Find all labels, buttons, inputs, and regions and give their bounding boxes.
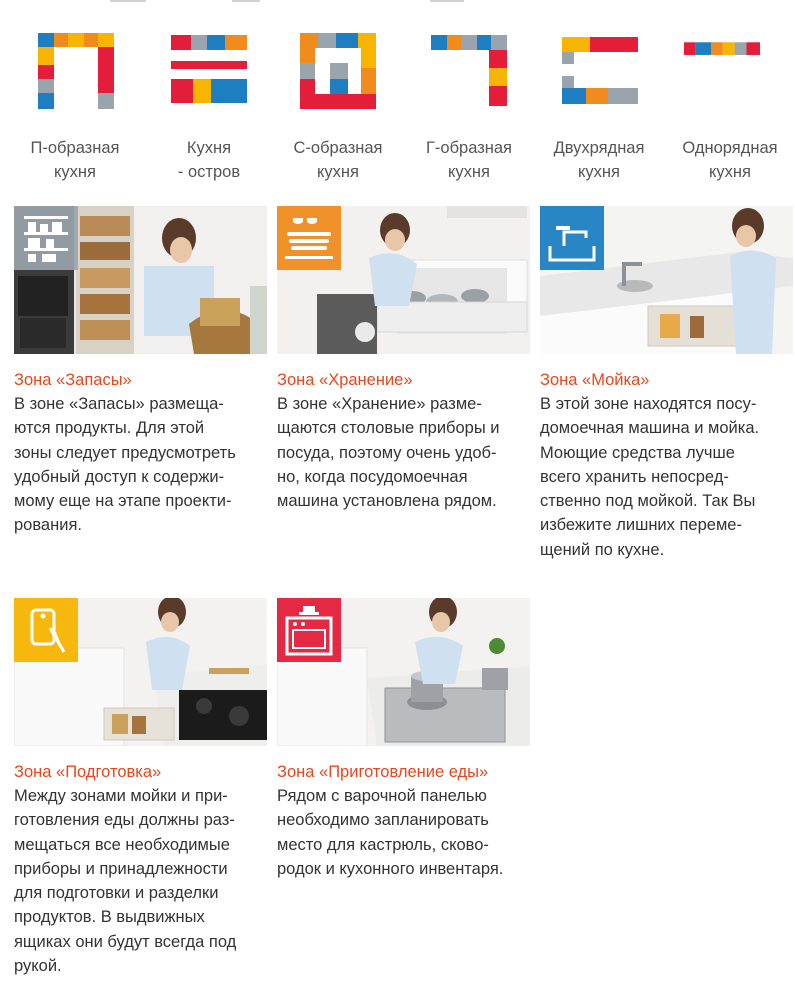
u-shaped-kitchen-icon bbox=[38, 33, 114, 109]
layout-label-c-shaped: С-образная кухня bbox=[293, 139, 383, 181]
zone-title-pantry: Зона «Запасы» bbox=[14, 371, 132, 389]
single-row-kitchen-icon bbox=[684, 33, 760, 109]
zone-text-sink: В этой зоне находятся посу- домоечная машина и мойка. Моющие средства лучше всего хранить непосред- ственно под мойкой. Так Вы избежите лишних переме- щений по кухне. bbox=[540, 395, 760, 559]
zone-photo-pantry bbox=[14, 206, 267, 354]
c-shaped-kitchen-icon bbox=[300, 33, 376, 109]
pantry-shelves-icon bbox=[14, 206, 78, 270]
zone-photo-sink bbox=[540, 206, 793, 354]
layout-label-u-shaped: П-образная кухня bbox=[30, 139, 120, 181]
zone-text-preparation: Между зонами мойки и при- готовления еды должны раз- мещаться все необходимые приборы и принадлежности для подготовки и разделки продуктов. В выдвижных ящиках они будут всегда под рукой. bbox=[14, 787, 237, 976]
zone-text-pantry: В зоне «Запасы» размеща- ются продукты. Для этой зоны следует предусмотреть удобный доступ к содержи- мому еще на этапе проекти- рования. bbox=[14, 395, 236, 535]
zone-photo-cooking bbox=[277, 598, 530, 746]
zone-text-cooking: Рядом с варочной панелью необходимо запланировать место для кастрюль, сково- родок и кухонного инвентаря. bbox=[277, 787, 504, 878]
dishes-stack-icon bbox=[277, 206, 341, 270]
layout-label-galley: Двухрядная кухня bbox=[553, 139, 645, 181]
layout-label-single-row: Однорядная кухня bbox=[682, 139, 778, 181]
l-shaped-kitchen-icon bbox=[431, 33, 507, 109]
layout-label-island: Кухня - остров bbox=[177, 139, 241, 181]
layout-label-l-shaped: Г-образная кухня bbox=[425, 139, 512, 181]
zone-title-storage: Зона «Хранение» bbox=[277, 371, 413, 389]
zone-photo-storage bbox=[277, 206, 530, 354]
cutting-board-knife-icon bbox=[14, 598, 78, 662]
oven-pot-icon bbox=[277, 598, 341, 662]
zone-text-storage: В зоне «Хранение» разме- щаются столовые приборы и посуда, поэтому очень удоб- но, когда посудомоечная машина установлена рядом. bbox=[277, 395, 500, 511]
galley-kitchen-icon bbox=[562, 33, 638, 109]
island-kitchen-icon bbox=[171, 33, 247, 109]
zone-title-cooking: Зона «Приготовление еды» bbox=[277, 763, 489, 781]
sink-faucet-icon bbox=[540, 206, 604, 270]
zone-title-sink: Зона «Мойка» bbox=[540, 371, 650, 389]
zone-title-preparation: Зона «Подготовка» bbox=[14, 763, 162, 781]
zone-photo-preparation bbox=[14, 598, 267, 746]
clipped-top-edge bbox=[0, 0, 795, 4]
